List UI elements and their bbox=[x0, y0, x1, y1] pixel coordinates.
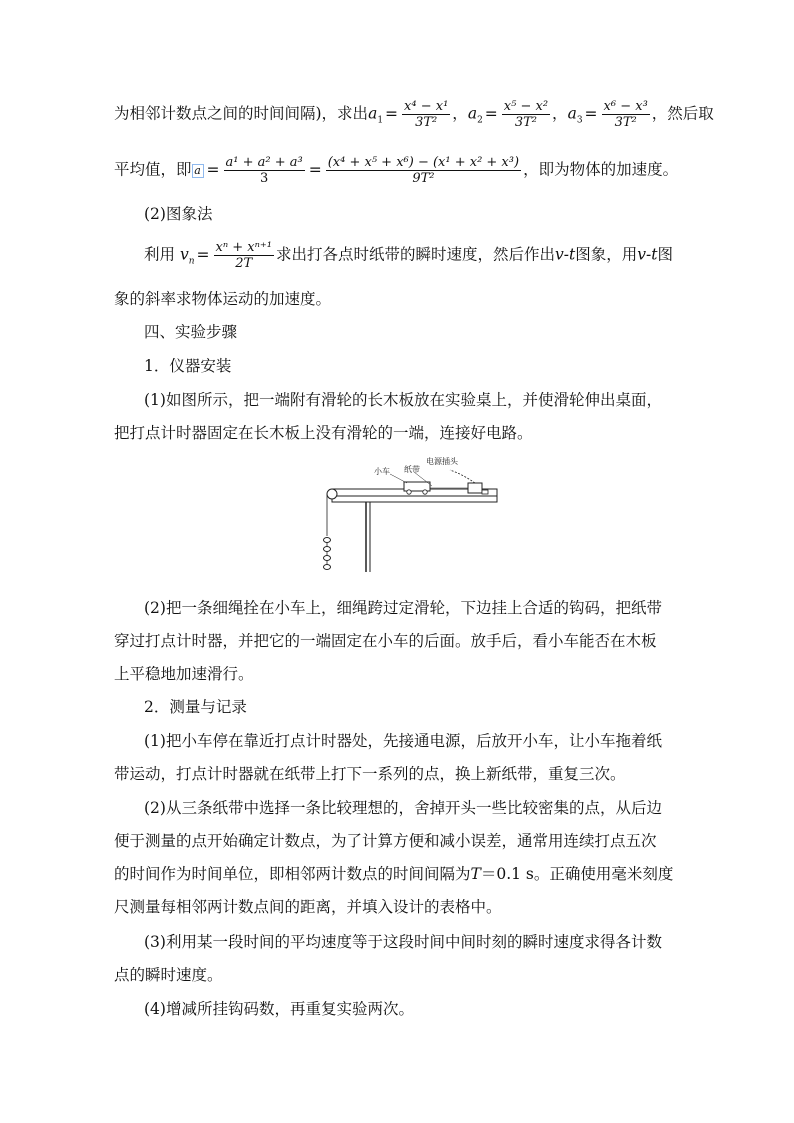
text: ，然后取 bbox=[651, 104, 714, 123]
denominator: 2T bbox=[235, 256, 253, 271]
sub-2: 2 bbox=[477, 115, 483, 126]
numerator: x⁴ − x¹ bbox=[404, 99, 449, 114]
denominator: 3T² bbox=[514, 115, 537, 130]
a-bar-box: a bbox=[192, 164, 204, 178]
paragraph-line: 便于测量的点开始确定计数点，为了计算方便和减小误差，通常用连续打点五次 bbox=[114, 832, 657, 850]
paragraph-line bbox=[114, 864, 686, 884]
denominator: 3T² bbox=[614, 115, 637, 130]
paragraph-line: 点的瞬时速度。 bbox=[114, 966, 223, 984]
denominator: 3 bbox=[259, 171, 269, 186]
numerator: xⁿ + xⁿ⁺¹ bbox=[215, 240, 272, 255]
text: 平均值，即 bbox=[114, 160, 192, 179]
formula-line: 为相邻计数点之间的时间间隔)，求出$a_1$ = $\frac{\text{x⁴ − x¹}}{\text{3T²}}$ ，$a_2$ = $\frac{\text{x⁵ − x²}}{\text{3T²}}$ ，$a_3$ = $\frac{\text{x⁶ − x³}}{\text{3T²}}$ ，然后取 bbox=[114, 99, 714, 130]
numerator: a¹ + a² + a³ bbox=[225, 155, 303, 170]
text: ，即为物体的加速度。 bbox=[523, 160, 679, 179]
text: ＝0.1 s。正确使用毫米刻度 bbox=[480, 865, 674, 883]
fraction-vn bbox=[214, 240, 274, 271]
text: 的时间作为时间单位，即相邻两计数点的时间间隔为 bbox=[114, 865, 471, 883]
text: 求出打各点时纸带的瞬时速度，然后作出 bbox=[275, 245, 555, 264]
denominator: 9T² bbox=[412, 171, 435, 186]
paragraph-line: 尺测量每相邻两计数点间的距离，并填入设计的表格中。 bbox=[114, 898, 502, 916]
timer-icon bbox=[468, 483, 482, 493]
step2-heading: 2．测量与记录 bbox=[144, 698, 247, 716]
fraction-a3 bbox=[602, 99, 650, 130]
separator: ， bbox=[452, 104, 468, 123]
var-T: T bbox=[470, 865, 481, 883]
denominator: 3T² bbox=[415, 115, 438, 130]
label-tape: 纸带 bbox=[404, 465, 420, 474]
paragraph-line: 上平稳地加速滑行。 bbox=[114, 665, 254, 683]
var-a2: a bbox=[467, 104, 478, 123]
sub-1: 1 bbox=[377, 115, 384, 126]
numerator: x⁶ − x³ bbox=[603, 99, 648, 114]
text: 为相邻计数点之间的时间间隔)，求出 bbox=[114, 104, 369, 123]
vt-label: v-t bbox=[637, 245, 658, 264]
pulley-icon bbox=[327, 489, 337, 499]
sub-3: 3 bbox=[576, 115, 583, 126]
paragraph-line: (2)把一条细绳拴在小车上，细绳跨过定滑轮，下边挂上合适的钩码，把纸带 bbox=[144, 599, 662, 617]
paragraph-line: 把打点计时器固定在长木板上没有滑轮的一端，连接好电路。 bbox=[114, 424, 533, 442]
label-car: 小车 bbox=[374, 467, 390, 476]
weight-icon bbox=[324, 538, 331, 543]
section-heading: 四、实验步骤 bbox=[144, 323, 238, 341]
text: 图象，用 bbox=[575, 245, 638, 264]
var-v: v bbox=[179, 245, 189, 264]
paragraph-line: (4)增减所挂钩码数，再重复实验两次。 bbox=[144, 1000, 414, 1018]
step1-heading: 1．仪器安装 bbox=[144, 357, 232, 375]
var-a3: a bbox=[567, 104, 577, 123]
paragraph-line: (1)如图所示，把一端附有滑轮的长木板放在实验桌上，并使滑轮伸出桌面， bbox=[144, 391, 662, 409]
weight-icon bbox=[324, 547, 331, 552]
paragraph-line: (2)从三条纸带中选择一条比较理想的，舍掉开头一些比较密集的点，从后边 bbox=[144, 799, 662, 817]
apparatus-figure bbox=[322, 452, 502, 578]
fraction-a2 bbox=[502, 99, 550, 130]
sub-n: n bbox=[188, 256, 195, 267]
text: 利用 bbox=[144, 245, 176, 264]
graph-method-heading: (2)图象法 bbox=[144, 205, 213, 223]
numerator: x⁵ − x² bbox=[503, 99, 549, 114]
paragraph-line: (1)把小车停在靠近打点计时器处，先接通电源，后放开小车，让小车拖着纸 bbox=[144, 732, 662, 750]
fraction-avg-a bbox=[224, 155, 305, 186]
text: 图 bbox=[657, 245, 673, 264]
weight-icon bbox=[324, 556, 331, 561]
paragraph-line: 象的斜率求物体运动的加速度。 bbox=[114, 290, 332, 308]
separator: ， bbox=[552, 104, 568, 123]
paragraph-line: 穿过打点计时器，并把它的一端固定在小车的后面。放手后，看小车能否在木板 bbox=[114, 632, 657, 650]
table-top bbox=[332, 496, 497, 502]
vt-label: v-t bbox=[554, 245, 576, 264]
paragraph-line: 带运动，打点计时器就在纸带上打下一系列的点，换上新纸带，重复三次。 bbox=[114, 765, 626, 783]
numerator: (x⁴ + x⁵ + x⁶) − (x¹ + x² + x³) bbox=[327, 155, 520, 170]
vn-line: 利用 $v_n$ = $\frac{\text{xⁿ + xⁿ⁺¹}}{2T}$ 求出打各点时纸带的瞬时速度，然后作出v-t图象，用v-t图 bbox=[144, 240, 673, 271]
average-line: 平均值，即 a = $\frac{\text{a¹ + a² + a³}}{3}$ = $\frac{\text{(x⁴ + x⁵ + x⁶) − (x¹ + x² + x³)}}{\text{9T²}}$ ，即为物体的加速度。 bbox=[114, 155, 679, 186]
fraction-avg-x bbox=[326, 155, 521, 186]
label-plug: 电源插头 bbox=[426, 457, 458, 466]
paragraph-line: (3)利用某一段时间的平均速度等于这段时间中间时刻的瞬时速度求得各计数 bbox=[144, 933, 662, 951]
var-a1: a bbox=[368, 104, 378, 123]
weight-icon bbox=[324, 565, 331, 570]
fraction-a1 bbox=[402, 99, 450, 130]
